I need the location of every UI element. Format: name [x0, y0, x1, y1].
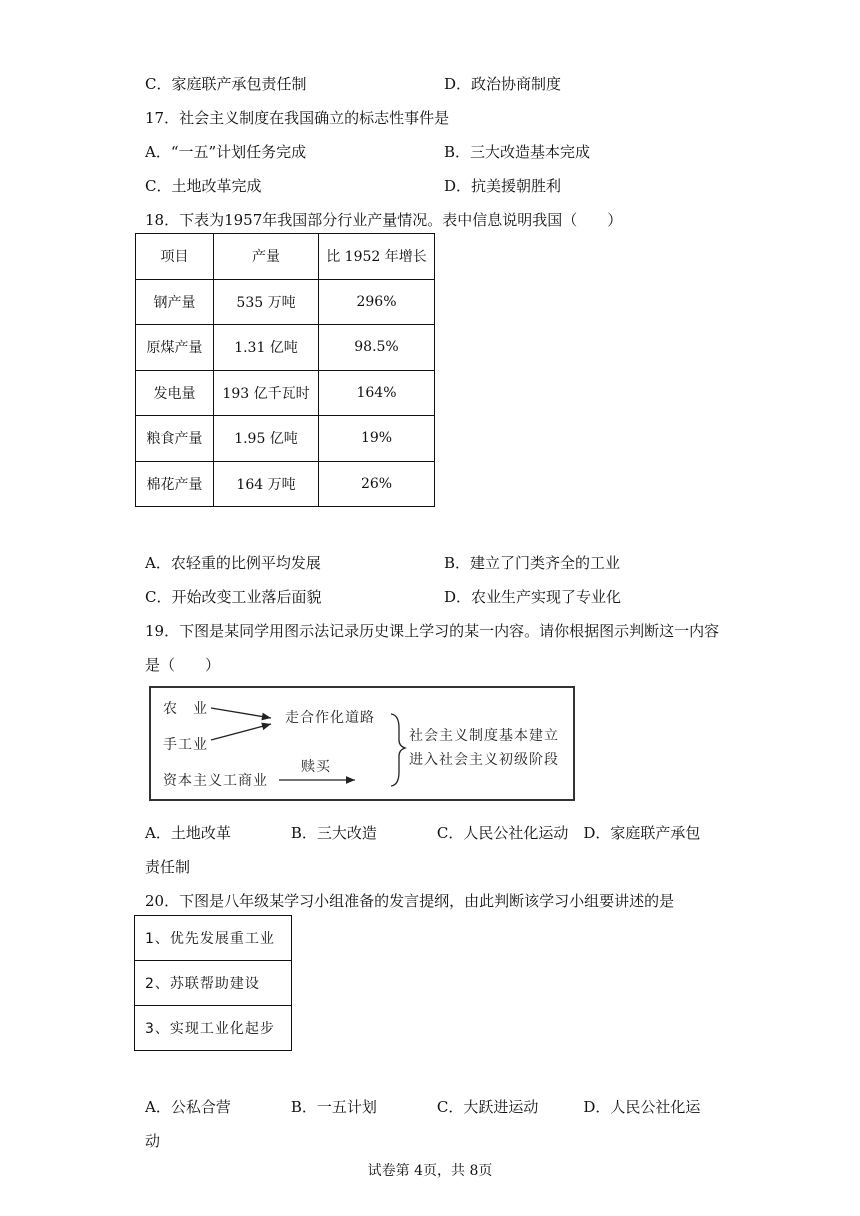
q19-stem-line2: 是（ ）	[145, 656, 221, 674]
table-cell: 发电量	[136, 370, 214, 416]
table-cell: 1.31 亿吨	[214, 325, 319, 371]
table-cell: 粮食产量	[136, 416, 214, 462]
table-row	[135, 961, 292, 1006]
table-cell: 193 亿千瓦时	[214, 370, 319, 416]
q17-option-a: A．“一五”计划任务完成	[145, 143, 307, 161]
diagram-agriculture: 农 业	[163, 701, 208, 717]
table-header: 项目	[136, 234, 214, 280]
arrow-agriculture	[211, 708, 271, 718]
q20-stem: 20．下图是八年级某学习小组准备的发言提纲，由此判断该学习小组要讲述的是	[145, 892, 675, 910]
table-row	[136, 370, 435, 416]
table-cell: 98.5%	[319, 325, 435, 371]
table-row	[136, 461, 435, 507]
q17-option-c: C．土地改革完成	[145, 177, 262, 195]
table-cell: 原煤产量	[136, 325, 214, 371]
table-cell: 164 万吨	[214, 461, 319, 507]
diagram-buyout: 赎买	[301, 759, 331, 775]
q17-option-d: D．抗美援朝胜利	[444, 177, 562, 195]
q19-stem-line1: 19．下图是某同学用图示法记录历史课上学习的某一内容。请你根据图示判断这一内容	[145, 622, 720, 640]
brace-icon	[391, 714, 405, 786]
diagram-result-2: 进入社会主义初级阶段	[409, 752, 559, 768]
table-row	[136, 325, 435, 371]
diagram-handicraft: 手工业	[163, 737, 208, 753]
outline-item: 2、苏联帮助建设	[135, 961, 292, 1006]
table-header: 产量	[214, 234, 319, 280]
table-cell: 26%	[319, 461, 435, 507]
outline-item: 3、实现工业化起步	[135, 1006, 292, 1051]
q19-options-line2: 责任制	[145, 858, 191, 876]
q18-option-b: B．建立了门类齐全的工业	[444, 554, 621, 572]
table-row	[136, 416, 435, 462]
table-row	[136, 279, 435, 325]
table-row	[135, 1006, 292, 1051]
table-cell: 1.95 亿吨	[214, 416, 319, 462]
q19-options-line1: A．土地改革 B．三大改造 C．人民公社化运动 D．家庭联产承包	[145, 824, 701, 842]
production-table	[135, 233, 435, 507]
table-cell: 棉花产量	[136, 461, 214, 507]
q18-stem: 18．下表为1957年我国部分行业产量情况。表中信息说明我国（ ）	[145, 211, 623, 229]
table-cell: 钢产量	[136, 279, 214, 325]
q17-option-b: B．三大改造基本完成	[444, 143, 591, 161]
page-footer: 试卷第 4页，共 8页	[367, 1163, 493, 1179]
table-header-row	[136, 234, 435, 280]
speech-outline-table	[134, 915, 292, 1051]
arrow-handicraft	[211, 724, 271, 740]
q20-options-line2: 动	[145, 1132, 161, 1150]
table-cell: 296%	[319, 279, 435, 325]
q18-option-a: A．农轻重的比例平均发展	[145, 554, 321, 572]
option-d-prev: D．政治协商制度	[444, 75, 562, 93]
option-c-prev: C．家庭联产承包责任制	[145, 75, 307, 93]
table-row	[135, 916, 292, 961]
table-cell: 164%	[319, 370, 435, 416]
table-cell: 19%	[319, 416, 435, 462]
table-header: 比 1952 年增长	[319, 234, 435, 280]
socialist-transformation-diagram	[149, 686, 575, 801]
diagram-result-1: 社会主义制度基本建立	[409, 728, 559, 744]
q17-stem: 17．社会主义制度在我国确立的标志性事件是	[145, 109, 450, 127]
diagram-capitalist: 资本主义工商业	[163, 773, 268, 789]
q18-option-c: C．开始改变工业落后面貌	[145, 588, 322, 606]
outline-item: 1、优先发展重工业	[135, 916, 292, 961]
q18-option-d: D．农业生产实现了专业化	[444, 588, 622, 606]
q20-options-line1: A．公私合营 B．一五计划 C．大跃进运动 D．人民公社化运	[145, 1098, 701, 1116]
table-cell: 535 万吨	[214, 279, 319, 325]
diagram-coop-road: 走合作化道路	[285, 710, 375, 726]
